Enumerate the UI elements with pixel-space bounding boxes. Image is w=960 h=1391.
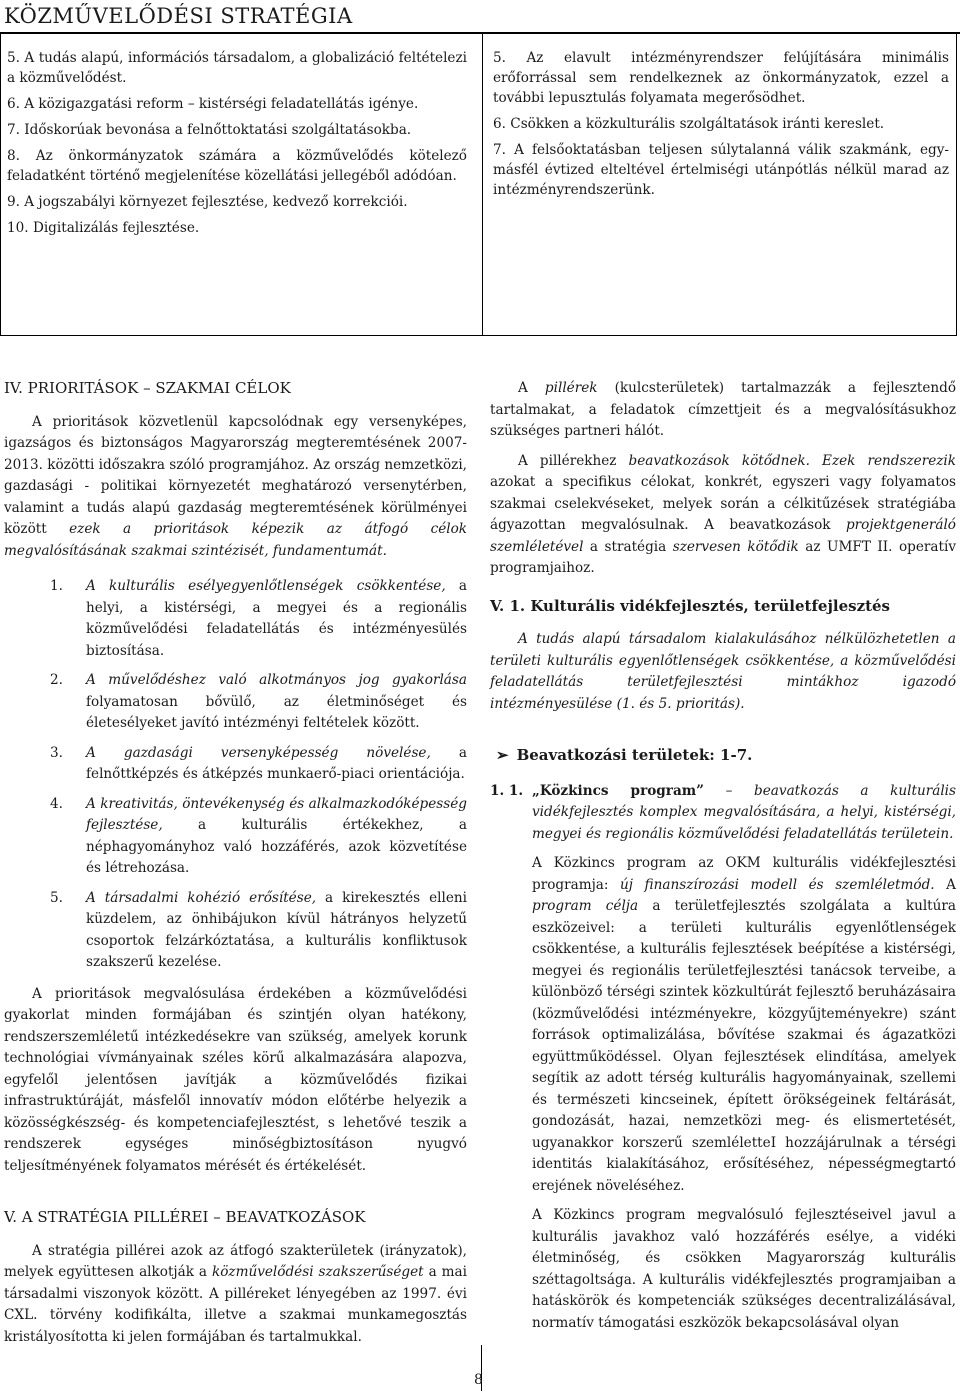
left-item-7: 7. Időskorúak bevonása a felnőttoktatási szolgáltatásokba. xyxy=(7,122,412,138)
page-header-title: KÖZMŰVELŐDÉSI STRATÉGIA xyxy=(4,4,353,28)
priority-item: 2. A művelődéshez való alkotmányos jog gyakorlása folyamatosan bővülő, az életminőséget és életesélyeket javító intézményi feltételek között. xyxy=(50,672,467,731)
priority-list xyxy=(4,576,467,974)
interventions-paragraph: A pillérekhez beavatkozások kötődnek. Ezek rendszerezik azokat a specifikus célokat, konkrét, egyszeri vagy folyamatos szakmai cselekvéseket, melyek során a célkitűzések stratégiába ágyazottan megvalósulnak. A beavatkozások projektgeneráló szemléletével a stratégia szervesen kötődik az UMFT II. operatív programjaihoz. xyxy=(490,452,957,576)
left-item-8: 8. Az önkormányzatok számára a közművelődés kötelező feladatként történő megjelenítése közellátási jellegéből adódóan. xyxy=(7,148,467,184)
left-column xyxy=(4,378,467,1356)
section-4-intro: A prioritások közvetlenül kapcsolódnak egy versenyképes, igazságos és biztonságos Magyarország megteremtésének 2007-2013. közötti időszakra szóló programjához. Az ország nemzetközi, gazdasági - politikai környezetét meghatározó versenytérben, valamint a tudás alapú gazdaság megteremtésének körülményei között ezek a prioritások képezik az átfogó célok megvalósításának szakmai szintézisét, fundamentumát. xyxy=(4,413,468,559)
v1-lead: A tudás alapú társadalom kialakulásához nélkülözhetetlen a területi kulturális egyenlőtlenségek csökkentése, a közművelődési feladatellátás területfejlesztési mintákhoz igazodó intézményesülése (1. és 5. prioritás). xyxy=(490,631,956,712)
table-right-cell xyxy=(493,48,949,206)
left-item-10: 10. Digitalizálás fejlesztése. xyxy=(7,220,200,236)
v1-heading: V. 1. Kulturális vidékfejlesztés, területfejlesztés xyxy=(490,596,890,615)
section-4-heading: IV. PRIORITÁSOK – SZAKMAI CÉLOK xyxy=(4,379,291,397)
right-column xyxy=(490,378,956,1342)
section-5-paragraph: A stratégia pillérei azok az átfogó szakterületek (irányzatok), melyek együttesen alkotják a közművelődési szakszerűséget a mai társadalmi viszonyok között. A pilléreket lényegében az 1997. évi CXL. törvény kodifikálta, illetve a szakmai munkamegosztás kristályosította ki jelen formájában és tartalmukkal. xyxy=(4,1242,467,1345)
intervention-label: 1. 1. xyxy=(490,782,524,799)
right-item-7: 7. A felsőoktatásban teljesen súlytalanná válik szakmánk, egy-másfél évtized elteltével értelmiségi utánpótlás nélkül marad az intézményrendszerünk. xyxy=(493,142,949,198)
kozkincs-paragraph-2: A Közkincs program megvalósuló fejlesztéseivel javul a kulturális javakhoz való hozzáférés esélye, a vidéki életminőség, és csökken Magyarország kulturális széttagoltsága. A kulturális vidékfejlesztés programjaiban a hatáskörök és kompetenciák szükséges decentralizálásával, normatív támogatási eszközök bekapcsolásával olyan xyxy=(532,1207,956,1331)
priority-item: 1. A kulturális esélyegyenlőtlenségek csökkentése, a helyi, a kistérségi, a megyei és a regionális közművelődési feladatellátás és intézményesülés biztosítása. xyxy=(50,578,467,659)
intervention-title: „Közkincs program” xyxy=(532,782,704,799)
priority-item: 3. A gazdasági versenyképesség növelése, a felnőttképzés és átképzés munkaerő-piaci orientációja. xyxy=(50,744,467,782)
left-item-6: 6. A közigazgatási reform – kistérségi feladatellátás igénye. xyxy=(7,96,419,112)
pillars-paragraph: A pillérek (kulcsterületek) tartalmazzák a fejlesztendő tartalmakat, a feladatok címzettjeit és a megvalósításukhoz szükséges partneri hálót. xyxy=(490,380,957,439)
left-item-5: 5. A tudás alapú, információs társadalom, a globalizáció feltételezi a közművelődést. xyxy=(7,50,467,86)
intervention-item: 1. 1. „Közkincs program” – beavatkozás a kulturális vidékfejlesztés komplex megvalósítására, a helyi, kistérségi, megyei és regionális közművelődési feladatellátás területein. A Közkincs program az OKM kulturális vidékfejlesztési programja: új finanszírozási modell és szemléletmód. A program célja a területfejlesztés szolgálata a kultúra eszközeivel: a területi kulturális egyenlőtlenségek csökkentése, a kulturális fejlesztések beépítése a kistérségi, megyei és regionális területfejlesztési tanácsok terveibe, a különböző térségi szintek közkultúrát fejlesztő beruházásaira (közművelődési intézményekre, közgyűjteményekre) szánt források optimalizálása, bővítése szakmai és ágazatközi együttműködéssel. Olyan fejlesztések elindítása, amelyek segítik az adott térség kulturális hagyományainak, szellemi és természeti kincseinek, épített örökségeinek feltárását, gondozását, hazai, nemzetközi meg- és elismertetését, ugyanakkor korszerű szemléletteI hozzájárulnak a térségi identitás kialakításához, erősítéséhez, népességmegtartó erejének növeléséhez. A Közkincs program megvalósuló fejlesztéseivel javul a kulturális javakhoz való hozzáférés esélye, a vidéki életminőség, és csökken Magyarország kulturális széttagoltsága. A kulturális vidékfejlesztés programjaiban a hatáskörök és kompetenciák szükséges decentralizálásával, normatív támogatási eszközök bekapcsolásával olyan xyxy=(490,781,956,1335)
right-item-6: 6. Csökken a közkulturális szolgáltatások iránti kereslet. xyxy=(493,116,885,132)
table-left-cell xyxy=(7,48,467,244)
section-4-closing: A prioritások megvalósulása érdekében a közművelődési gyakorlat minden formájában és szintjén olyan hatékony, rendszerszemléletű intézkedésekre van szükség, amelyek korunk technológiai vívmányainak széles körű alkalmazására alapozva, egyfelől jelentősen javítják a közművelődés fizikai infrastruktúráját, másfelől innovatív módon előtérbe helyezik a közösségkészség- és kompetenciafejlesztést, s lehetővé teszik a rendszerek egységes minőségbiztosításon nyugvó teljesítményének folyamatos mérését és értékelését. xyxy=(4,985,467,1174)
kozkincs-paragraph-1: A Közkincs program az OKM kulturális vidékfejlesztési programja: új finanszírozási modell és szemléletmód. A program célja a területfejlesztés szolgálata a kultúra eszközeivel: a területi kulturális egyenlőtlenségek csökkentése, a kulturális fejlesztések beépítése a kistérségi, megyei és regionális területfejlesztési tanácsok terveibe, a különböző térségi szintek közkultúrát fejlesztő beruházásaira (közművelődési intézményekre, közgyűjteményekre) szánt források optimalizálása, bővítése szakmai és ágazatközi együttműködéssel. Olyan fejlesztések elindítása, amelyek segítik az adott térség kulturális hagyományainak, szellemi és természeti kincseinek, épített örökségeinek feltárását, gondozását, hazai, nemzetközi meg- és elismertetését, ugyanakkor korszerű szemléletteI hozzájárulnak a térségi identitás kialakításához, erősítéséhez, népességmegtartó erejének növeléséhez. xyxy=(532,855,957,1194)
threats-table xyxy=(0,34,957,336)
page-number: 8 xyxy=(474,1372,483,1388)
interventions-heading: ➢ Beavatkozási területek: 1-7. xyxy=(496,745,956,767)
arrow-right-icon: ➢ xyxy=(496,746,509,764)
section-5-heading: V. A STRATÉGIA PILLÉREI – BEAVATKOZÁSOK xyxy=(4,1208,366,1226)
priority-item: 5. A társadalmi kohézió erősítése, a kirekesztés elleni küzdelem, az önhibájukon kívül hátrányos helyzetű csoportok felzárkóztatása, a kulturális konfliktusok szakszerű kezelése. xyxy=(50,889,467,970)
table-divider xyxy=(482,34,483,335)
priority-item: 4. A kreativitás, öntevékenység és alkalmazkodóképesség fejlesztése, a kulturális értékekhez, a néphagyományhoz való hozzáférés, azok közvetítése és létrehozása. xyxy=(50,795,467,876)
right-item-5: 5. Az elavult intézményrendszer felújítására minimális erőforrással sem rendelkeznek az önkormányzatok, ezzel a további lepusztulás folyamata megerősödhet. xyxy=(493,50,949,106)
left-item-9: 9. A jogszabályi környezet fejlesztése, kedvező korrekciói. xyxy=(7,194,408,210)
